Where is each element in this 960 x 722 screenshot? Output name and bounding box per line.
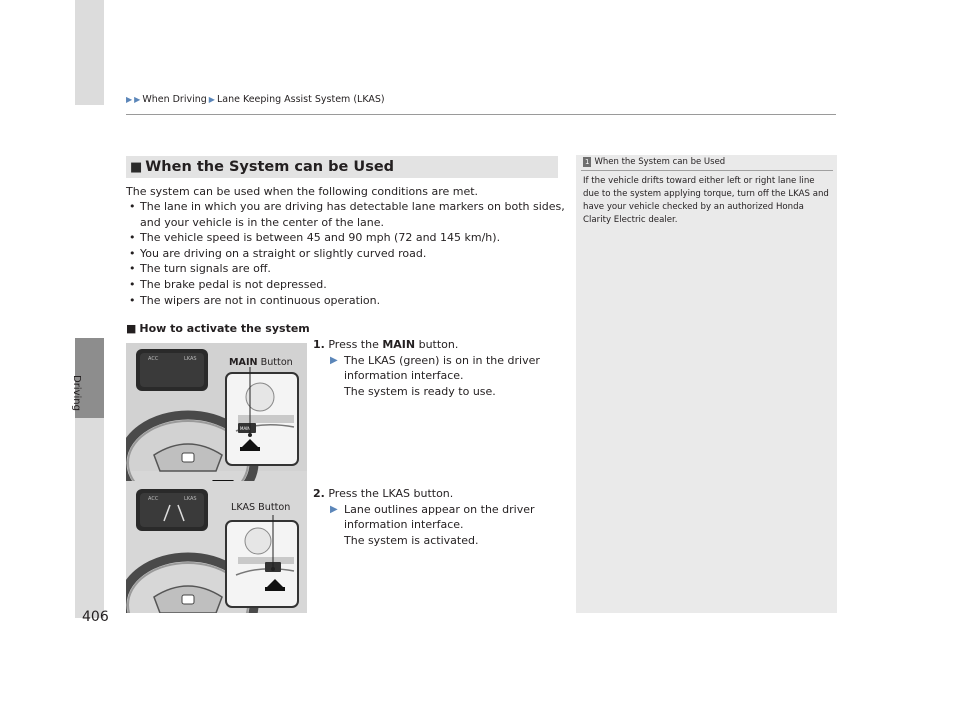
arrow-right-icon: ▶ — [330, 354, 338, 366]
section-header — [126, 156, 558, 178]
list-item: • The turn signals are off. — [126, 261, 566, 277]
main-button-label-rest: Button — [257, 357, 293, 368]
step-1 — [313, 337, 563, 399]
header-divider — [126, 114, 836, 115]
list-item: • The brake pedal is not depressed. — [126, 277, 566, 293]
display-lkas-label: LKAS — [184, 356, 197, 362]
step-number: 2. — [313, 487, 325, 500]
breadcrumb-item-when-driving[interactable]: When Driving — [142, 94, 207, 105]
result-line: The system is ready to use. — [344, 384, 496, 398]
triangle-right-icon: ▶ — [134, 95, 141, 104]
note-title — [583, 157, 725, 167]
step-text-bold: MAIN — [382, 338, 416, 351]
square-bullet-icon: ■ — [130, 159, 143, 175]
result-line: Lane outlines appear on the driver — [344, 502, 535, 516]
display-acc-label: ACC — [148, 496, 159, 502]
lower-wheel-scene — [126, 481, 307, 613]
note-title-text: When the System can be Used — [594, 157, 726, 167]
step-text-post: button. — [415, 338, 459, 351]
side-tab-label: Driving — [71, 375, 82, 411]
main-button-label-bold: MAIN — [229, 357, 258, 368]
lkas-button-callout: LKAS Button — [231, 502, 291, 513]
result-line: The system is activated. — [344, 533, 479, 547]
step-text-pre: Press the LKAS button. — [328, 487, 454, 500]
list-item: • You are driving on a straight or slightly curved road. — [126, 246, 566, 262]
side-tab-lower — [75, 418, 104, 618]
display-lkas-label: LKAS — [184, 496, 197, 502]
step-2 — [313, 486, 563, 548]
intro-text: The system can be used when the following conditions are met. — [126, 185, 479, 198]
page-number: 406 — [82, 609, 109, 625]
square-bullet-icon: ■ — [126, 322, 137, 335]
triangle-right-icon: ▶ — [208, 95, 215, 104]
note-number-badge: 1 — [585, 158, 590, 166]
list-item: • The wipers are not in continuous operation. — [126, 293, 566, 309]
step-text-pre: Press the — [328, 338, 383, 351]
arrow-right-icon: ▶ — [330, 503, 338, 515]
side-tab-upper — [75, 0, 104, 105]
result-line: information interface. — [344, 518, 464, 532]
conditions-list — [126, 199, 566, 308]
list-item: • The vehicle speed is between 45 and 90 mph (72 and 145 km/h). — [126, 230, 566, 246]
main-button-callout — [229, 357, 293, 368]
subsection-header — [126, 322, 310, 335]
result-line: information interface. — [344, 369, 464, 383]
step-number: 1. — [313, 338, 325, 351]
main-button-glyph: MAIN — [240, 426, 251, 431]
triangle-right-icon: ▶ — [126, 95, 133, 104]
display-acc-label: ACC — [148, 356, 159, 362]
breadcrumb-item-lkas[interactable]: Lane Keeping Assist System (LKAS) — [216, 94, 385, 105]
breadcrumb — [126, 94, 385, 105]
steering-wheel-illustration — [126, 343, 307, 613]
subsection-title: How to activate the system — [139, 322, 310, 335]
result-line: The LKAS (green) is on in the driver — [344, 353, 540, 367]
note-divider — [581, 170, 833, 171]
list-item: • The lane in which you are driving has detectable lane markers on both sides, and your vehicle is in the center of the lane. — [126, 199, 566, 230]
note-text: If the vehicle drifts toward either left or right lane line due to the system applying torque, turn off the LKAS and have your vehicle checked by an authorized Honda Clarity Electric dealer. — [583, 176, 829, 225]
section-title: When the System can be Used — [145, 159, 395, 175]
